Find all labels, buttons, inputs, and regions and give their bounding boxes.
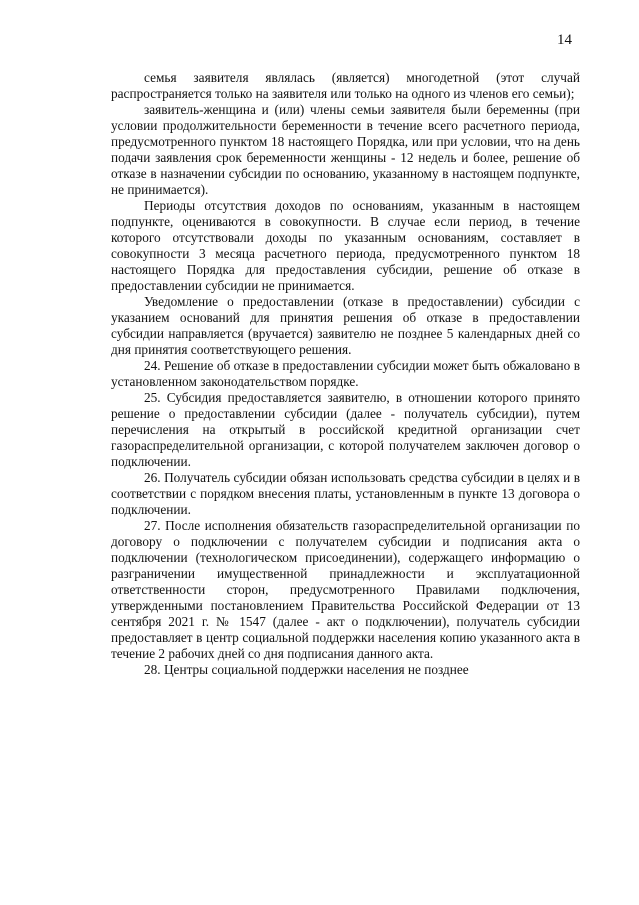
paragraph-item-24: 24. Решение об отказе в предоставлении субсидии может быть обжаловано в установленном законодательством порядке. <box>111 358 580 389</box>
document-body <box>111 70 580 678</box>
paragraph-item-25: 25. Субсидия предоставляется заявителю, в отношении которого принято решение о предоставлении субсидии (далее - получатель субсидии), путем перечисления на открытый в российской кредитной организации счет газораспределительной организации, с которой получателем заключен договор о подключении. <box>111 390 580 469</box>
paragraph-item-26: 26. Получатель субсидии обязан использовать средства субсидии в целях и в соответствии с порядком внесения платы, установленным в пункте 13 договора о подключении. <box>111 470 580 517</box>
paragraph-item-28: 28. Центры социальной поддержки населения не позднее <box>144 662 469 677</box>
paragraph: семья заявителя являлась (является) многодетной (этот случай распространяется только на заявителя или только на одного из членов его семьи); <box>111 70 580 101</box>
paragraph: Уведомление о предоставлении (отказе в предоставлении) субсидии с указанием оснований для принятия решения об отказе в предоставлении субсидии направляется (вручается) заявителю не позднее 5 календарных дней со дня принятия соответствующего решения. <box>111 294 580 357</box>
page-number: 14 <box>557 32 572 48</box>
paragraph-item-27: 27. После исполнения обязательств газораспределительной организации по договору о подключении с получателем субсидии и подписания акта о подключении (технологическом присоединении), содержащего информацию о разграничении имущественной принадлежности и эксплуатационной ответственности сторон, предусмотренного Правилами подключения, утвержденными постановлением Правительства Российской Федерации от 13 сентября 2021 г. № 1547 (далее - акт о подключении), получатель субсидии предоставляет в центр социальной поддержки населения копию указанного акта в течение 2 рабочих дней со дня подписания данного акта. <box>111 518 580 661</box>
paragraph: Периоды отсутствия доходов по основаниям, указанным в настоящем подпункте, оцениваются в совокупности. В случае если период, в течение которого отсутствовали доходы по указанным основаниям, составляет в совокупности 3 месяца расчетного периода, предусмотренного пунктом 18 настоящего Порядка для предоставления субсидии, решение об отказе в предоставлении субсидии не принимается. <box>111 198 580 293</box>
paragraph: заявитель-женщина и (или) члены семьи заявителя были беременны (при условии продолжительности беременности в течение всего расчетного периода, предусмотренного пунктом 18 настоящего Порядка, или при условии, что на день подачи заявления срок беременности женщины - 12 недель и более, решение об отказе в назначении субсидии по основанию, указанному в настоящем подпункте, не принимается). <box>111 102 580 197</box>
